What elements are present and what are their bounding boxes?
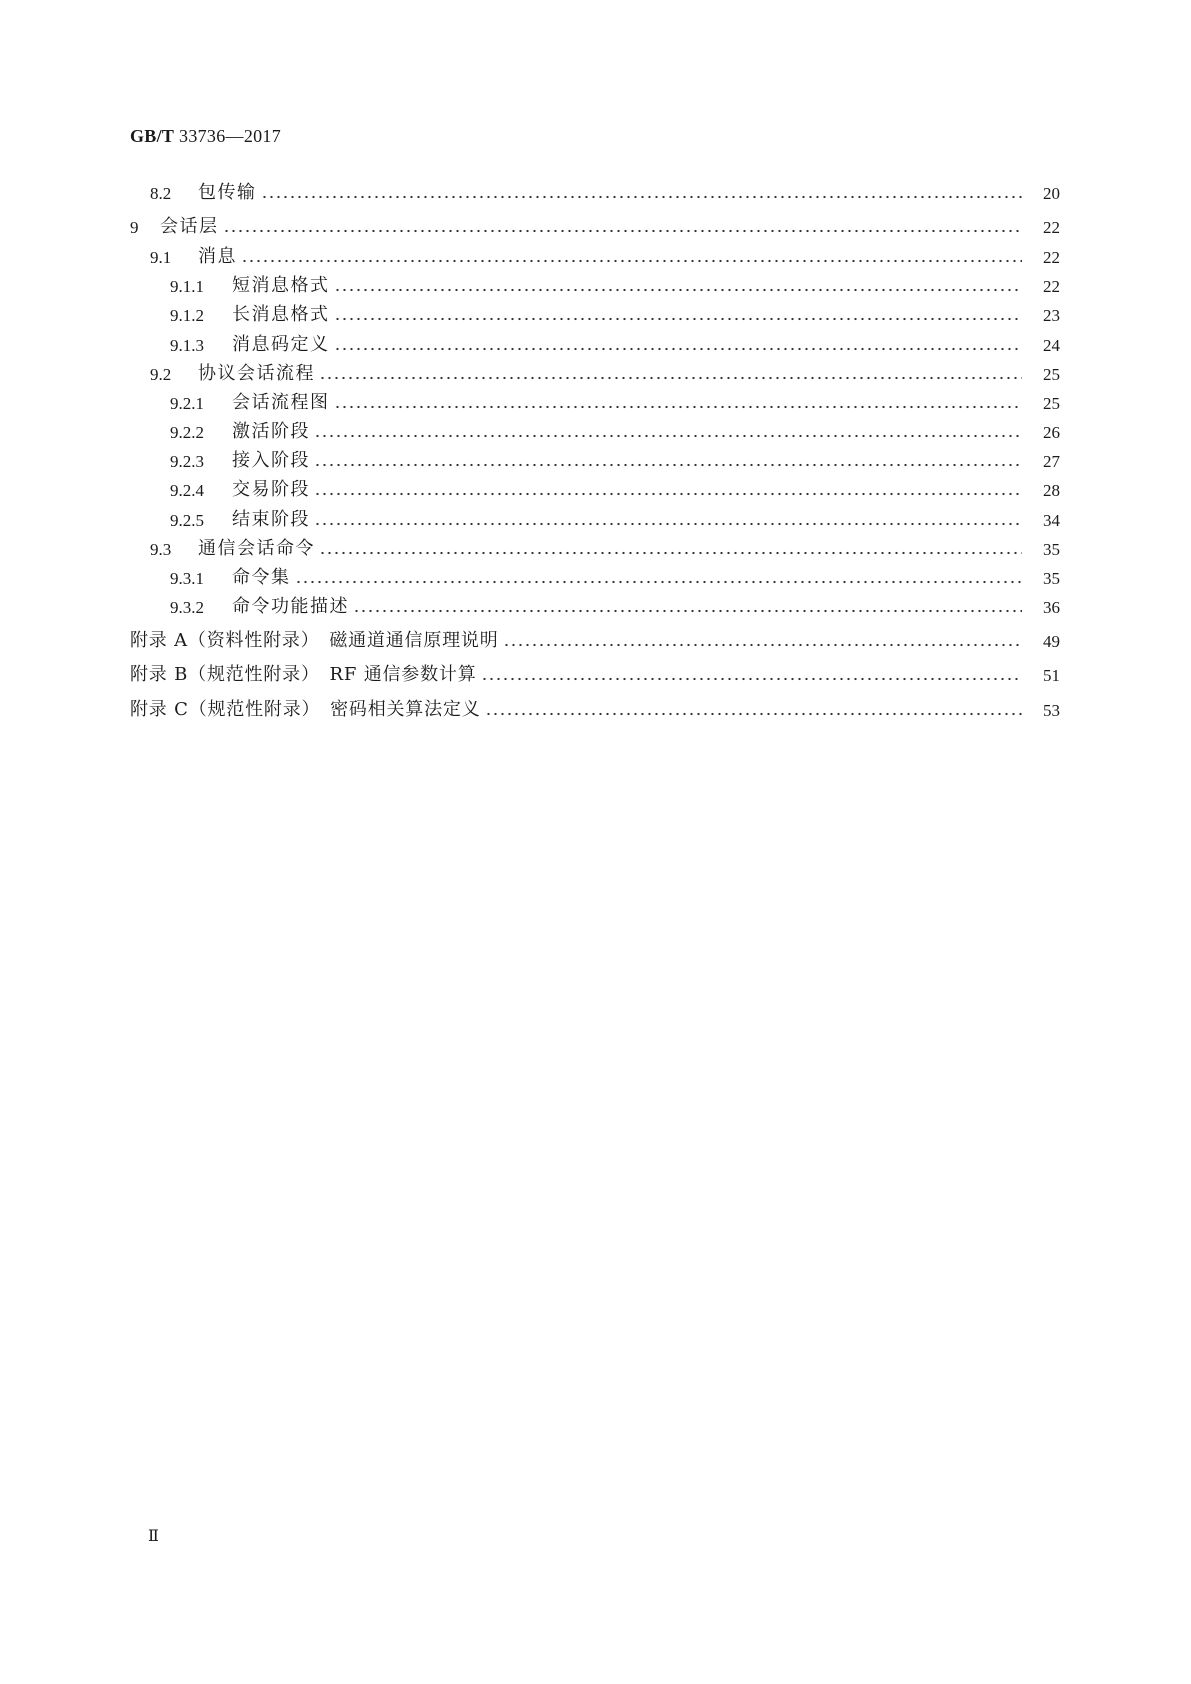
toc-entry-title: 激活阶段: [232, 421, 310, 442]
toc-entry-number: 9.2: [150, 365, 172, 384]
toc-entry[interactable]: [130, 330, 1060, 356]
toc-entry-title: 通信会话命令: [198, 538, 315, 559]
toc-entry-number: 9: [130, 218, 139, 237]
leader-dots: [334, 317, 1023, 321]
toc-entry[interactable]: [130, 359, 1060, 385]
toc-entry-title: 包传输: [198, 182, 257, 203]
toc-entry-page: 22: [1043, 277, 1060, 296]
leader-dots: [314, 463, 1022, 467]
toc-entry-number: 9.3.1: [170, 569, 204, 588]
leader-dots: [485, 712, 1023, 716]
toc-entry-page: 27: [1043, 452, 1060, 471]
toc-entry-title: 长消息格式: [232, 304, 330, 325]
leader-dots: [319, 376, 1022, 380]
toc-entry-page: 26: [1043, 423, 1060, 442]
toc-entry-page: 22: [1043, 218, 1060, 237]
leader-dots: [223, 229, 1023, 233]
toc-entry-number: 9.2.5: [170, 511, 204, 530]
leader-dots: [481, 677, 1022, 681]
toc-entry-page: 36: [1043, 598, 1060, 617]
toc-entry-title: 消息: [198, 246, 237, 267]
toc-entry-number: 9.1.3: [170, 336, 204, 355]
toc-entry[interactable]: [130, 563, 1060, 589]
toc-entry-page: 20: [1043, 184, 1060, 203]
toc-entry-page: 22: [1043, 248, 1060, 267]
toc-entry-number: 9.2.2: [170, 423, 204, 442]
toc-entry[interactable]: [130, 388, 1060, 414]
leader-dots: [353, 609, 1022, 613]
toc-entry[interactable]: [130, 271, 1060, 297]
toc-entry-title: 附录 A（资料性附录） 磁通道通信原理说明: [130, 630, 499, 651]
standard-code: GB/T: [130, 126, 175, 146]
toc-entry[interactable]: [130, 446, 1060, 472]
toc-entry-page: 25: [1043, 365, 1060, 384]
toc-entry-title: 命令功能描述: [232, 596, 349, 617]
leader-dots: [334, 405, 1023, 409]
toc-entry[interactable]: [130, 242, 1060, 268]
leader-dots: [503, 643, 1022, 647]
toc-entry-page: 35: [1043, 569, 1060, 588]
toc-entry[interactable]: [130, 505, 1060, 531]
toc-entry-title: 交易阶段: [232, 479, 310, 500]
toc-entry[interactable]: [130, 212, 1060, 238]
leader-dots: [295, 580, 1023, 584]
toc-entry-page: 25: [1043, 394, 1060, 413]
toc-entry-number: 8.2: [150, 184, 172, 203]
toc-entry[interactable]: [130, 534, 1060, 560]
toc-entry-page: 28: [1043, 481, 1060, 500]
standard-number: 33736—2017: [179, 126, 282, 146]
toc-entry[interactable]: [130, 475, 1060, 501]
toc-entry[interactable]: [130, 417, 1060, 443]
toc-entry-title: 接入阶段: [232, 450, 310, 471]
toc-entry[interactable]: [130, 592, 1060, 618]
leader-dots: [314, 492, 1022, 496]
toc-entry-number: 9.2.1: [170, 394, 204, 413]
document-header: [130, 126, 281, 147]
toc-entry-appendix-b[interactable]: [130, 660, 1060, 686]
toc-entry-appendix-c[interactable]: [130, 695, 1060, 721]
toc-entry-page: 53: [1043, 701, 1060, 720]
toc-entry-title: 命令集: [232, 567, 291, 588]
toc-entry-number: 9.3: [150, 540, 172, 559]
toc-entry-page: 51: [1043, 666, 1060, 685]
toc-entry-title: 会话层: [160, 216, 219, 237]
toc-entry-page: 23: [1043, 306, 1060, 325]
leader-dots: [334, 288, 1023, 292]
leader-dots: [241, 259, 1022, 263]
toc-entry-number: 9.1: [150, 248, 172, 267]
toc-entry-appendix-a[interactable]: [130, 626, 1060, 652]
toc-entry-title: 附录 B（规范性附录） RF 通信参数计算: [130, 664, 477, 685]
leader-dots: [334, 347, 1023, 351]
footer-page-number: Ⅱ: [148, 1528, 159, 1545]
toc-entry-number: 9.3.2: [170, 598, 204, 617]
toc-entry-page: 24: [1043, 336, 1060, 355]
leader-dots: [261, 195, 1023, 199]
toc-entry-page: 49: [1043, 632, 1060, 651]
toc-entry-title: 消息码定义: [232, 334, 330, 355]
toc-entry-title: 结束阶段: [232, 509, 310, 530]
leader-dots: [314, 522, 1022, 526]
toc-entry-title: 会话流程图: [232, 392, 330, 413]
leader-dots: [319, 551, 1022, 555]
toc-entry-number: 9.2.3: [170, 452, 204, 471]
toc-entry-page: 35: [1043, 540, 1060, 559]
toc-entry-title: 短消息格式: [232, 275, 330, 296]
toc-entry-number: 9.1.1: [170, 277, 204, 296]
leader-dots: [314, 434, 1022, 438]
toc-entry[interactable]: [130, 300, 1060, 326]
toc-entry[interactable]: [130, 178, 1060, 204]
toc-entry-page: 34: [1043, 511, 1060, 530]
toc-entry-number: 9.1.2: [170, 306, 204, 325]
toc-entry-title: 附录 C（规范性附录） 密码相关算法定义: [130, 699, 481, 720]
toc-entry-number: 9.2.4: [170, 481, 204, 500]
toc-entry-title: 协议会话流程: [198, 363, 315, 384]
